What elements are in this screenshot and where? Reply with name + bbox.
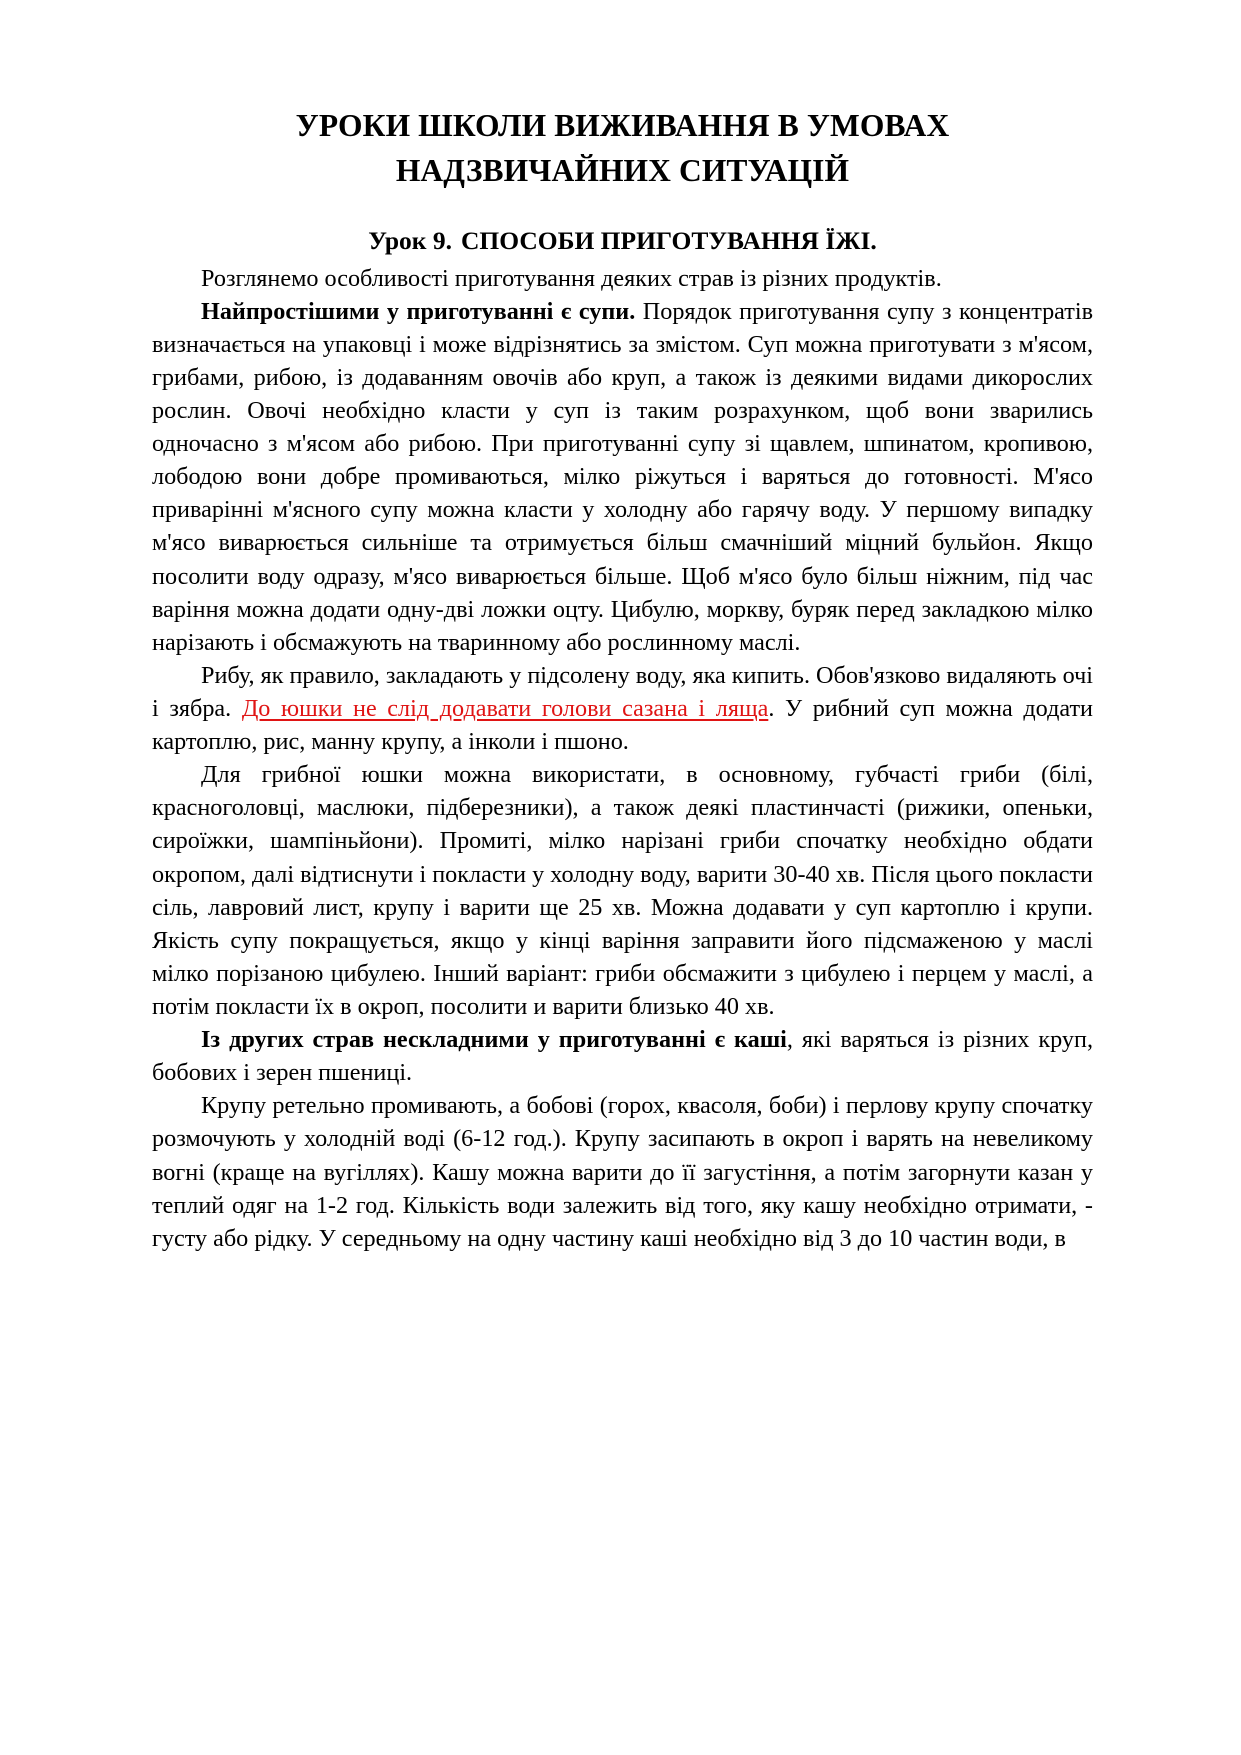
paragraph-mushroom: Для грибної юшки можна використати, в основному, губчасті гриби (білі, красноголовці, маслюки, підберезники), а також деякі пластинчасті (рижики, опеньки, сироїжки, шампіньйони). Промиті, мілко нарізані гриби спочатку необхідно обдати окропом, далі відтиснути і покласти у холодну воду, варити 30-40 хв. Після цього покласти сіль, лавровий лист, крупу і варити ще 25 хв. Можна додавати у суп картоплю і крупи. Якість супу покращується, якщо у кінці варіння заправити його підсмаженою у маслі мілко порізаною цибулею. Інший варіант: гриби обсмажити з цибулею і перцем у маслі, а потім покласти їх в окроп, посолити и варити близько 40 хв. — [152, 761, 1093, 1020]
paragraph-soups — [152, 295, 1093, 659]
paragraph-fish — [152, 659, 1093, 758]
lesson-topic-label: СПОСОБИ ПРИГОТУВАННЯ ЇЖІ. — [460, 226, 877, 256]
fish-text-before-red: Рибу, як правило, закладають у підсолену воду, яка кипить. Обов'язково видаляють очі і зябра. — [152, 661, 1093, 722]
fish-text-after-red: . У рибний суп можна додати картоплю, рис, манну крупу, а інколи і пшоно. — [152, 695, 1093, 756]
intro-paragraph: Розглянемо особливості приготування деяких страв із різних продуктів. — [201, 264, 942, 292]
document-title-line-1: УРОКИ ШКОЛИ ВИЖИВАННЯ В УМОВАХ — [295, 108, 950, 143]
paragraph-porridge-intro — [152, 1023, 1093, 1089]
document-title-line-2: НАДЗВИЧАЙНИХ СИТУАЦІЙ — [395, 152, 850, 188]
lesson-heading — [152, 224, 1093, 257]
soups-lead-bold: Найпростішими у приготуванні є супи. — [201, 297, 636, 325]
fish-red-underlined-note: До юшки не слід додавати голови сазана і ляща — [241, 695, 769, 722]
porridge-lead-bold: Із других страв нескладними у приготуванні є каші — [201, 1026, 787, 1054]
document-title — [152, 104, 1093, 193]
porridge-intro-text: , які варяться із різних круп, бобових і зерен пшениці. — [152, 1026, 1093, 1087]
paragraph-porridge-detail: Крупу ретельно промивають, а бобові (горох, квасоля, боби) і перлову крупу спочатку розмочують у холодній воді (6-12 год.). Крупу засипають в окроп і варять на невеликому вогні (краще на вугіллях). Кашу можна варити до її загустіння, а потім загорнути казан у теплий одяг на 1-2 год. Кількість води залежить від того, яку кашу необхідно отримати, - густу або рідку. У середньому на одну частину каші необхідно від 3 до 10 частин води, в — [152, 1092, 1093, 1252]
soups-body-text: Порядок приготування супу з концентратів визначається на упаковці і може відрізнятись за змістом. Суп можна приготувати з м'ясом, грибами, рибою, із додаванням овочів або круп, а також із деякими видами дикорослих рослин. Овочі необхідно класти у суп із таким розрахунком, щоб вони зварились одночасно з м'ясом або рибою. При приготуванні супу зі щавлем, шпинатом, кропивою, лободою вони добре промиваються, мілко ріжуться і варяться до готовності. М'ясо приварінні м'ясного супу можна класти у холодну або гарячу воду. У першому випадку м'ясо виварюється сильніше та отримується більш смачніший міцний бульйон. Якщо посолити воду одразу, м'ясо виварюється більше. Щоб м'ясо було більш ніжним, під час варіння можна додати одну-дві ложки оцту. Цибулю, моркву, буряк перед закладкою мілко нарізають і обсмажують на тваринному або рослинному маслі. — [152, 297, 1093, 656]
lesson-number-label: Урок 9. — [368, 226, 452, 256]
